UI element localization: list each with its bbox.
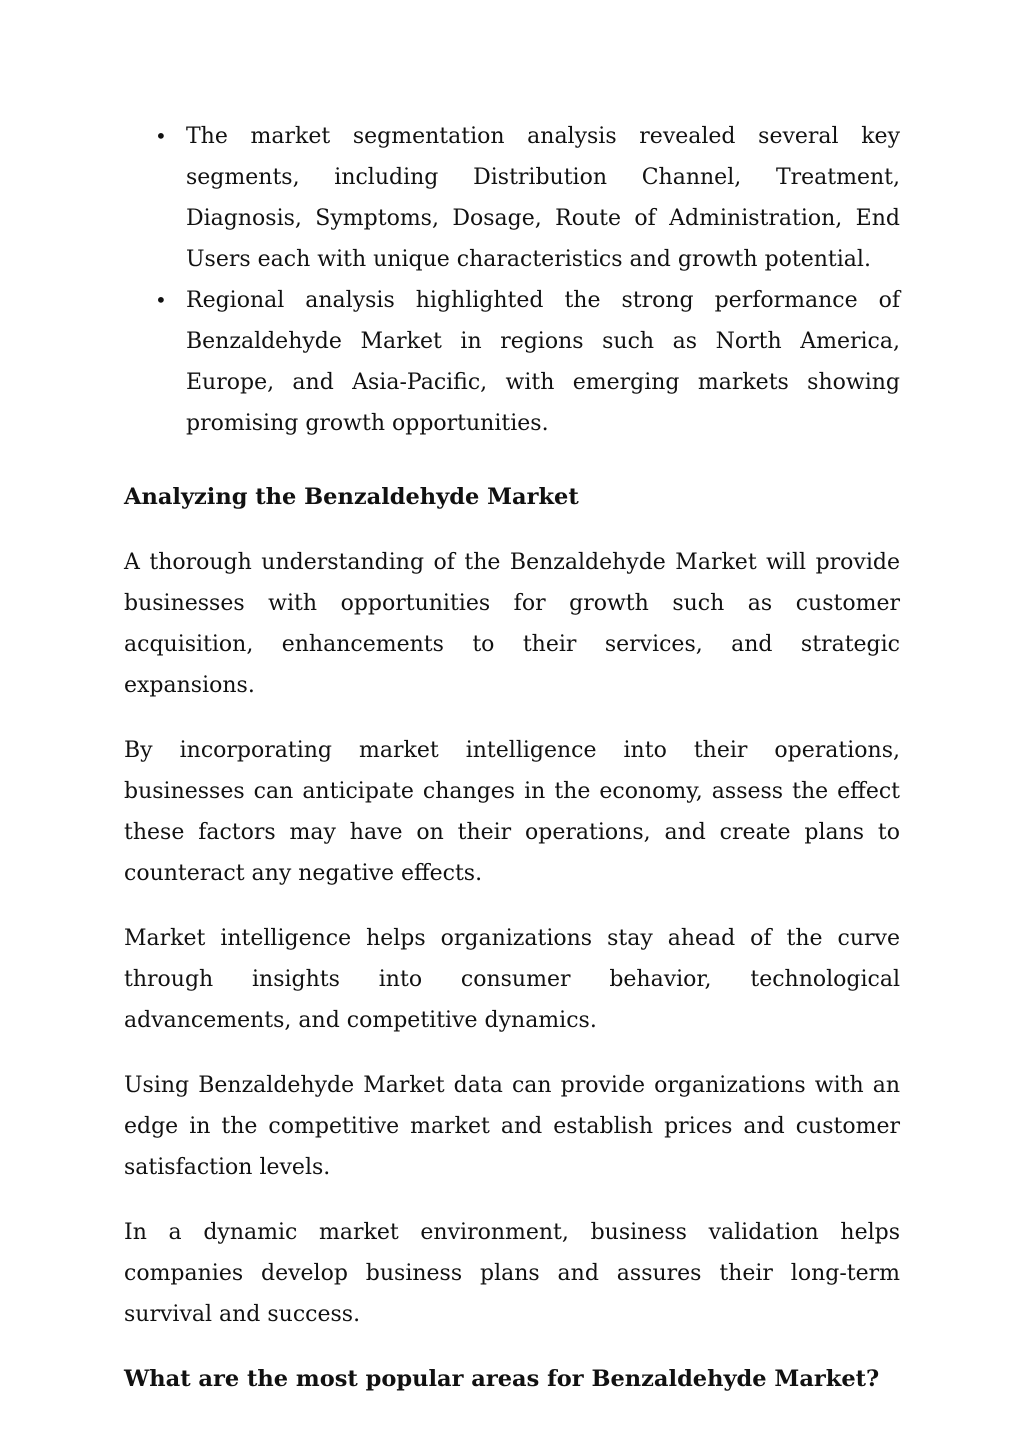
findings-list: [124, 116, 900, 444]
paragraph: By incorporating market intelligence into their operations, businesses can anticipate changes in the economy, assess the effect these factors may have on their operations, and create plans to counteract any negative effects.: [124, 738, 900, 886]
paragraph: In a dynamic market environment, business validation helps companies develop business plans and assures their long-term survival and success.: [124, 1220, 900, 1327]
list-item-text: The market segmentation analysis revealed several key segments, including Distribution Channel, Treatment, Diagnosis, Symptoms, Dosage, Route of Administration, End Users each with unique characteristics and growth potential.: [186, 124, 900, 272]
bullet-icon: •: [155, 288, 167, 312]
list-item-text: Regional analysis highlighted the strong performance of Benzaldehyde Market in regions such as North America, Europe, and Asia-Pacific, with emerging markets showing promising growth opportunities.: [186, 288, 900, 436]
paragraph: Using Benzaldehyde Market data can provide organizations with an edge in the competitive market and establish prices and customer satisfaction levels.: [124, 1073, 900, 1180]
document-page: [124, 116, 900, 1424]
paragraph: A thorough understanding of the Benzaldehyde Market will provide businesses with opportunities for growth such as customer acquisition, enhancements to their services, and strategic expansions.: [124, 550, 900, 698]
list-item: [124, 280, 900, 444]
section-heading-popular-areas: What are the most popular areas for Benzaldehyde Market?: [124, 1366, 880, 1392]
bullet-icon: •: [155, 124, 167, 148]
paragraph: Market intelligence helps organizations stay ahead of the curve through insights into consumer behavior, technological advancements, and competitive dynamics.: [124, 926, 900, 1033]
section-heading-analyzing: Analyzing the Benzaldehyde Market: [124, 484, 579, 510]
list-item: [124, 116, 900, 280]
